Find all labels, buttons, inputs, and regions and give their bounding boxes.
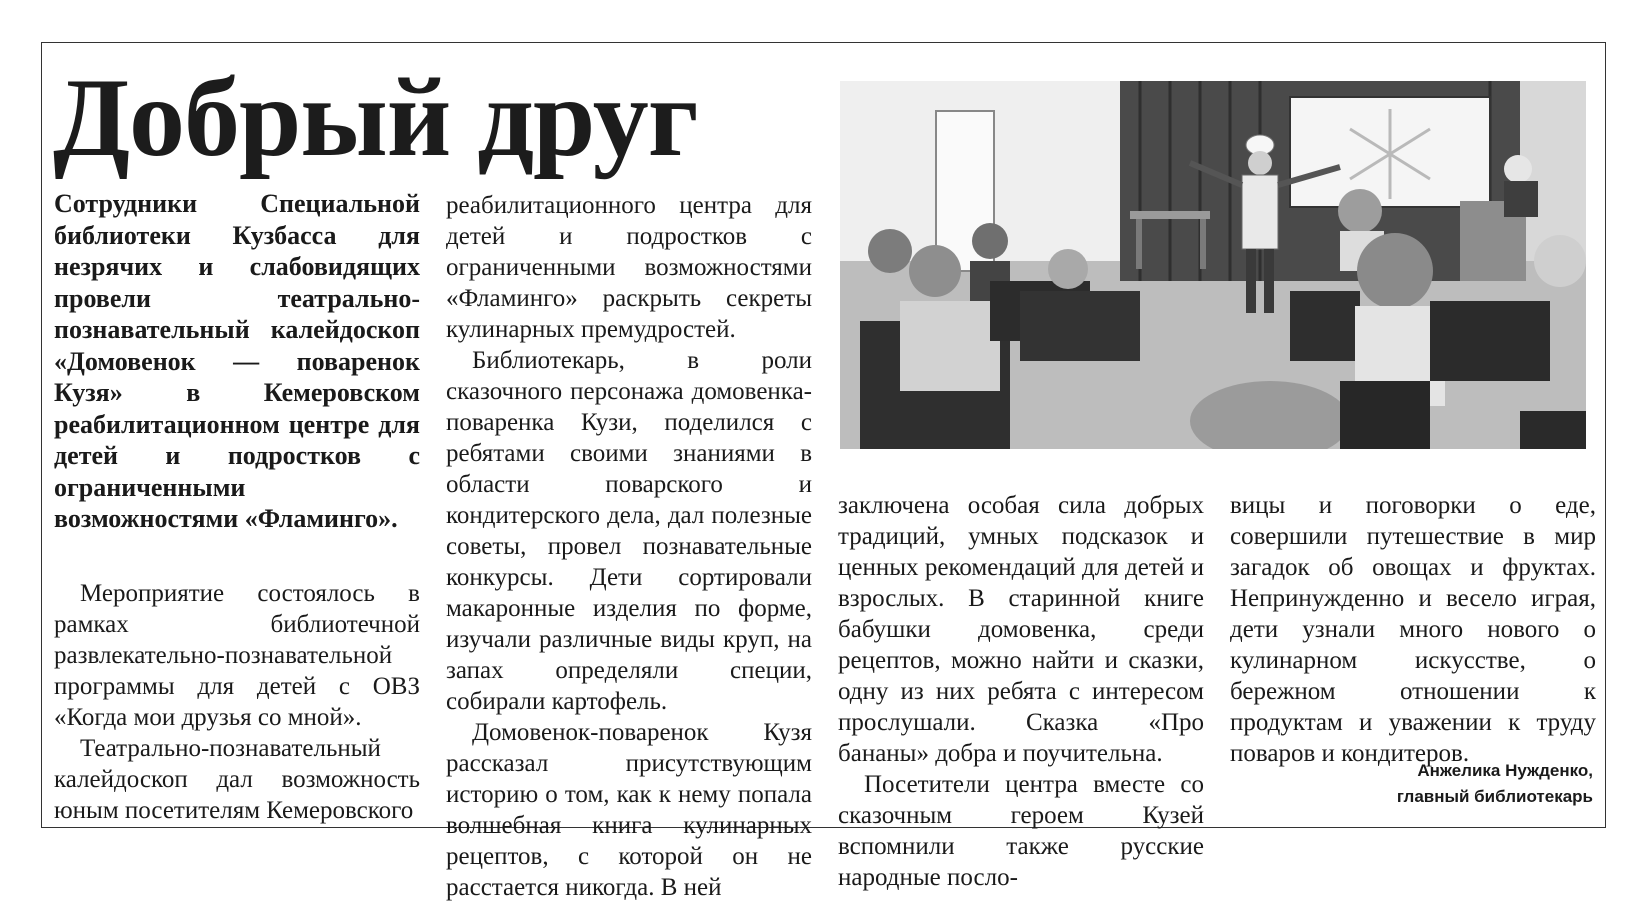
column-2 bbox=[446, 190, 812, 903]
column-1 bbox=[54, 578, 420, 826]
article-photo bbox=[840, 81, 1586, 449]
paragraph: Театрально-познавательный калейдоскоп дал возможность юным посетителям Кемеровского bbox=[54, 735, 420, 824]
article-lead bbox=[54, 188, 420, 535]
author-name: Анжелика Нужденко, bbox=[1417, 761, 1593, 780]
paragraph: реабилитационного центра для детей и подростков с ограниченными возможностями «Фламинго» раскрыть секреты кулинарных премудростей. bbox=[446, 192, 812, 343]
paragraph: Библиотекарь, в роли сказочного персонажа домовенка-поваренка Кузи, поделился с ребятами своими знаниями в области поварского и кондитерского дела, дал полезные советы, провел познавательные конкурсы. Дети сортировали макаронные изделия по форме, изучали различные виды круп, на запах определяли специи, собирали картофель. bbox=[446, 347, 812, 715]
column-3 bbox=[838, 490, 1204, 893]
article-title: Добрый друг bbox=[53, 56, 698, 180]
paragraph: Посетители центра вместе со сказочным героем Кузей вспомнили также русские народные посло- bbox=[838, 771, 1204, 891]
photo-event-icon bbox=[840, 81, 1586, 449]
lead-paragraph: Сотрудники Специальной библиотеки Кузбасса для незрячих и слабовидящих провели театрально-познавательный калейдоскоп «Домовенок — поваренок Кузя» в Кемеровском реабилитационном центре для детей и подростков с ограниченными возможностями «Фламинго». bbox=[54, 189, 420, 533]
paragraph: Мероприятие состоялось в рамках библиотечной развлекательно-познавательной программы для детей с ОВЗ «Когда мои друзья со мной». bbox=[54, 580, 420, 731]
article-author bbox=[1397, 758, 1593, 810]
column-4 bbox=[1230, 490, 1596, 769]
author-role: главный библиотекарь bbox=[1396, 787, 1593, 806]
paragraph: Домовенок-поваренок Кузя рассказал присутствующим историю о том, как к нему попала волшебная книга кулинарных рецептов, с которой он не расстается никогда. В ней bbox=[446, 719, 812, 901]
paragraph: вицы и поговорки о еде, совершили путешествие в мир загадок об овощах и фруктах. Непринужденно и весело играя, дети узнали много нового о кулинарном искусстве, о бережном отношении к продуктам и уважении к труду поваров и кондитеров. bbox=[1230, 492, 1596, 767]
paragraph: заключена особая сила добрых традиций, умных подсказок и ценных рекомендаций для детей и взрослых. В старинной книге бабушки домовенка, среди рецептов, можно найти и сказки, одну из них ребята с интересом прослушали. Сказка «Про бананы» добра и поучительна. bbox=[838, 492, 1204, 767]
